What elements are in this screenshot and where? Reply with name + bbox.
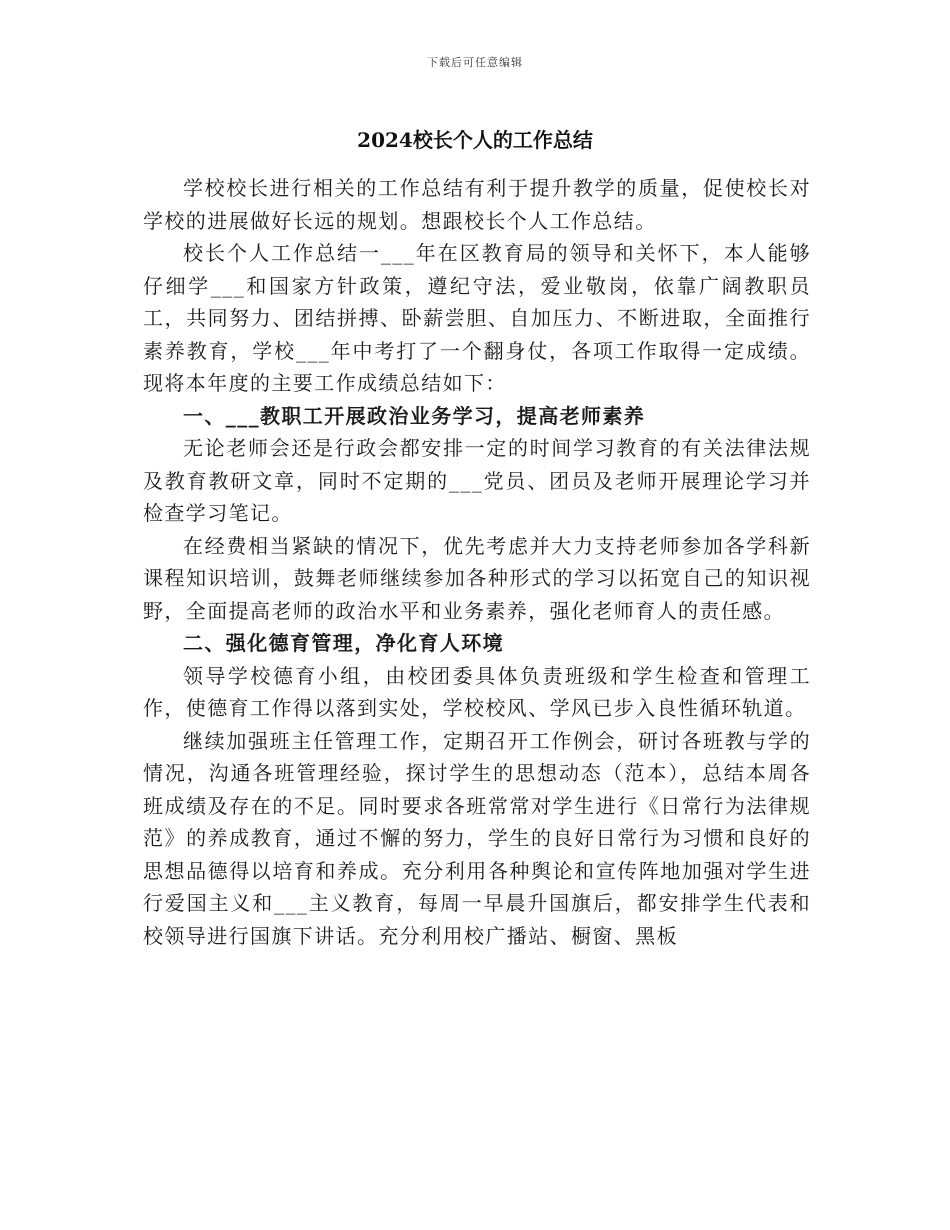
body-paragraph: 领导学校德育小组，由校团委具体负责班级和学生检查和管理工作，使德育工作得以落到实处，学校校风、学风已步入良性循环轨道。 [143,663,811,720]
section-heading: 二、强化德育管理，净化育人环境 [183,631,504,655]
body-paragraph: 继续加强班主任管理工作，定期召开工作例会，研讨各班教与学的情况，沟通各班管理经验，探讨学生的思想动态（范本），总结本周各班成绩及存在的不足。同时要求各班常常对学生进行《日常行为法律规范》的养成教育，通过不懈的努力，学生的良好日常行为习惯和良好的思想品德得以培育和养成。充分利用各种舆论和宣传阵地加强对学生进行爱国主义和___主义教育，每周一早晨升国旗后，都安排学生代表和校领导进行国旗下讲话。充分利用校广播站、橱窗、黑板 [143,728,811,948]
intro-paragraph: 学校校长进行相关的工作总结有利于提升教学的质量，促使校长对学校的进展做好长远的规划。想跟校长个人工作总结。 [143,176,811,233]
section-heading: 一、___教职工开展政治业务学习，提高老师素养 [183,403,646,428]
body-paragraph: 校长个人工作总结一___年在区教育局的领导和关怀下，本人能够仔细学___和国家方针政策，遵纪守法，爱业敬岗，依靠广阔教职员工，共同努力、团结拼搏、卧薪尝胆、自加压力、不断进取，全面推行素养教育，学校___年中考打了一个翻身仗，各项工作取得一定成绩。现将本年度的主要工作成绩总结如下： [143,241,811,395]
body-paragraph: 在经费相当紧缺的情况下，优先考虑并大力支持老师参加各学科新课程知识培训，鼓舞老师继续参加各种形式的学习以拓宽自己的知识视野，全面提高老师的政治水平和业务素养，强化老师育人的责任感。 [143,533,811,623]
header-note: 下载后可任意编辑 [427,56,523,69]
body-paragraph: 无论老师会还是行政会都安排一定的时间学习教育的有关法律法规及教育教研文章，同时不定期的___党员、团员及老师开展理论学习并检查学习笔记。 [143,436,811,525]
document-title: 2024校长个人的工作总结 [357,128,593,152]
document-body [143,172,811,952]
